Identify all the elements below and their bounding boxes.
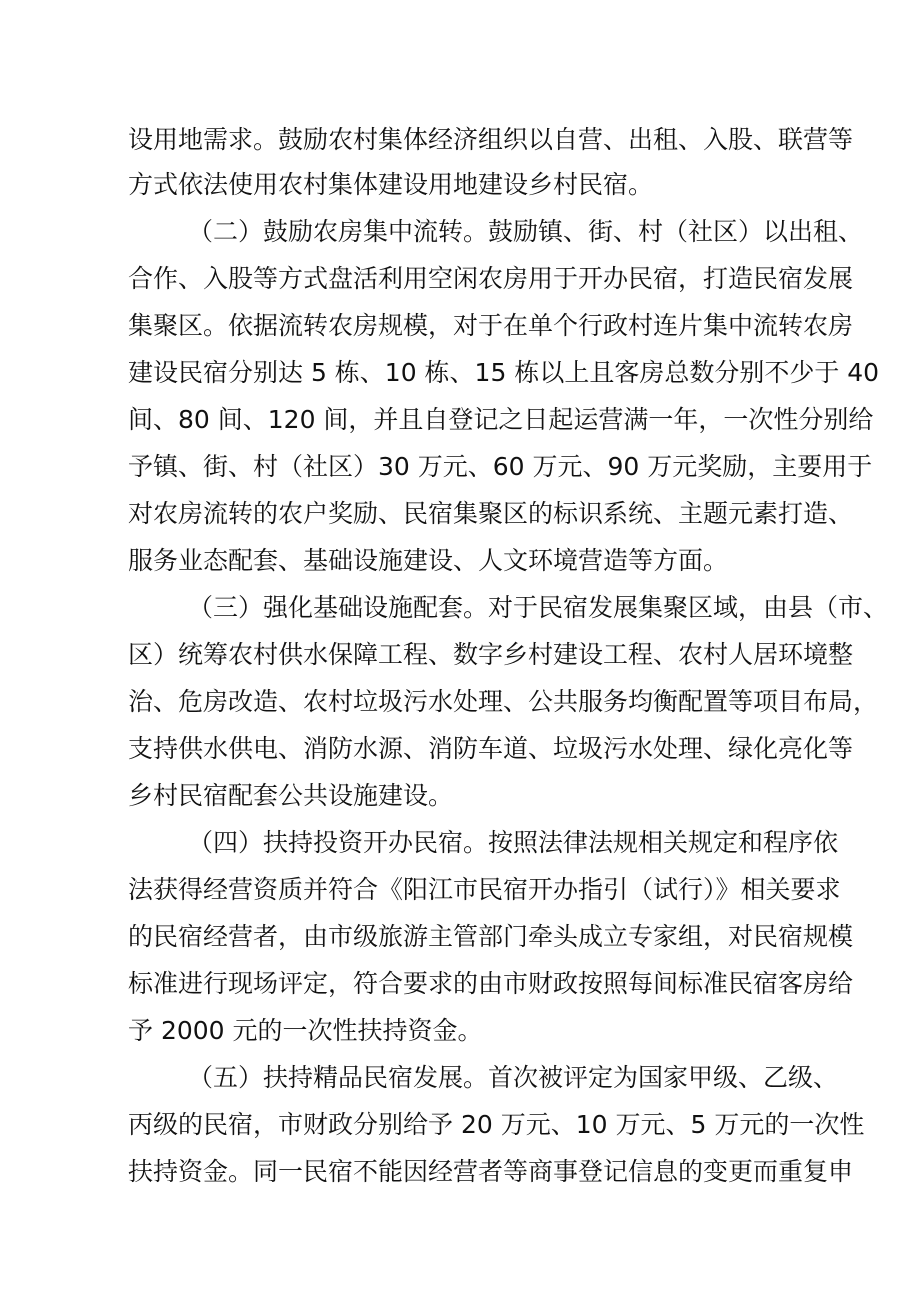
text-line: 乡村民宿配套公共设施建设。 xyxy=(128,781,454,810)
text-line: 服务业态配套、基础设施建设、人文环境营造等方面。 xyxy=(128,546,729,575)
text-line: 方式依法使用农村集体建设用地建设乡村民宿。 xyxy=(128,170,654,199)
text-line: 治、危房改造、农村垃圾污水处理、公共服务均衡配置等项目布局， xyxy=(128,687,879,716)
text-line: 区）统筹农村供水保障工程、数字乡村建设工程、农村人居环境整 xyxy=(128,640,854,669)
paragraph-heading-line: （三）强化基础设施配套。对于民宿发展集聚区域，由县（市、 xyxy=(188,593,889,622)
text-line: 建设民宿分别达 5 栋、10 栋、15 栋以上且客房总数分别不少于 40 xyxy=(128,358,880,387)
text-line: 合作、入股等方式盘活利用空闲农房用于开办民宿，打造民宿发展 xyxy=(128,264,854,293)
text-line: 予镇、街、村（社区）30 万元、60 万元、90 万元奖励，主要用于 xyxy=(128,452,873,481)
paragraph-heading-line: （四）扶持投资开办民宿。按照法律法规相关规定和程序依 xyxy=(188,828,839,857)
text-line: 设用地需求。鼓励农村集体经济组织以自营、出租、入股、联营等 xyxy=(128,125,854,154)
text-line: 的民宿经营者，由市级旅游主管部门牵头成立专家组，对民宿规模 xyxy=(128,922,854,951)
text-line: 法获得经营资质并符合《阳江市民宿开办指引（试行）》相关要求 xyxy=(128,875,841,904)
text-line: 集聚区。依据流转农房规模，对于在单个行政村连片集中流转农房 xyxy=(128,311,854,340)
paragraph-heading-line: （五）扶持精品民宿发展。首次被评定为国家甲级、乙级、 xyxy=(188,1063,839,1092)
text-line: 支持供水供电、消防水源、消防车道、垃圾污水处理、绿化亮化等 xyxy=(128,734,854,763)
text-line: 间、80 间、120 间，并且自登记之日起运营满一年，一次性分别给 xyxy=(128,405,874,434)
text-line: 对农房流转的农户奖励、民宿集聚区的标识系统、主题元素打造、 xyxy=(128,499,854,528)
paragraph-heading-line: （二）鼓励农房集中流转。鼓励镇、街、村（社区）以出租、 xyxy=(188,217,864,246)
text-line: 丙级的民宿，市财政分别给予 20 万元、10 万元、5 万元的一次性 xyxy=(128,1110,865,1139)
text-line: 标准进行现场评定，符合要求的由市财政按照每间标准民宿客房给 xyxy=(128,969,854,998)
text-line: 予 2000 元的一次性扶持资金。 xyxy=(128,1016,483,1045)
text-line: 扶持资金。同一民宿不能因经营者等商事登记信息的变更而重复申 xyxy=(128,1157,854,1186)
